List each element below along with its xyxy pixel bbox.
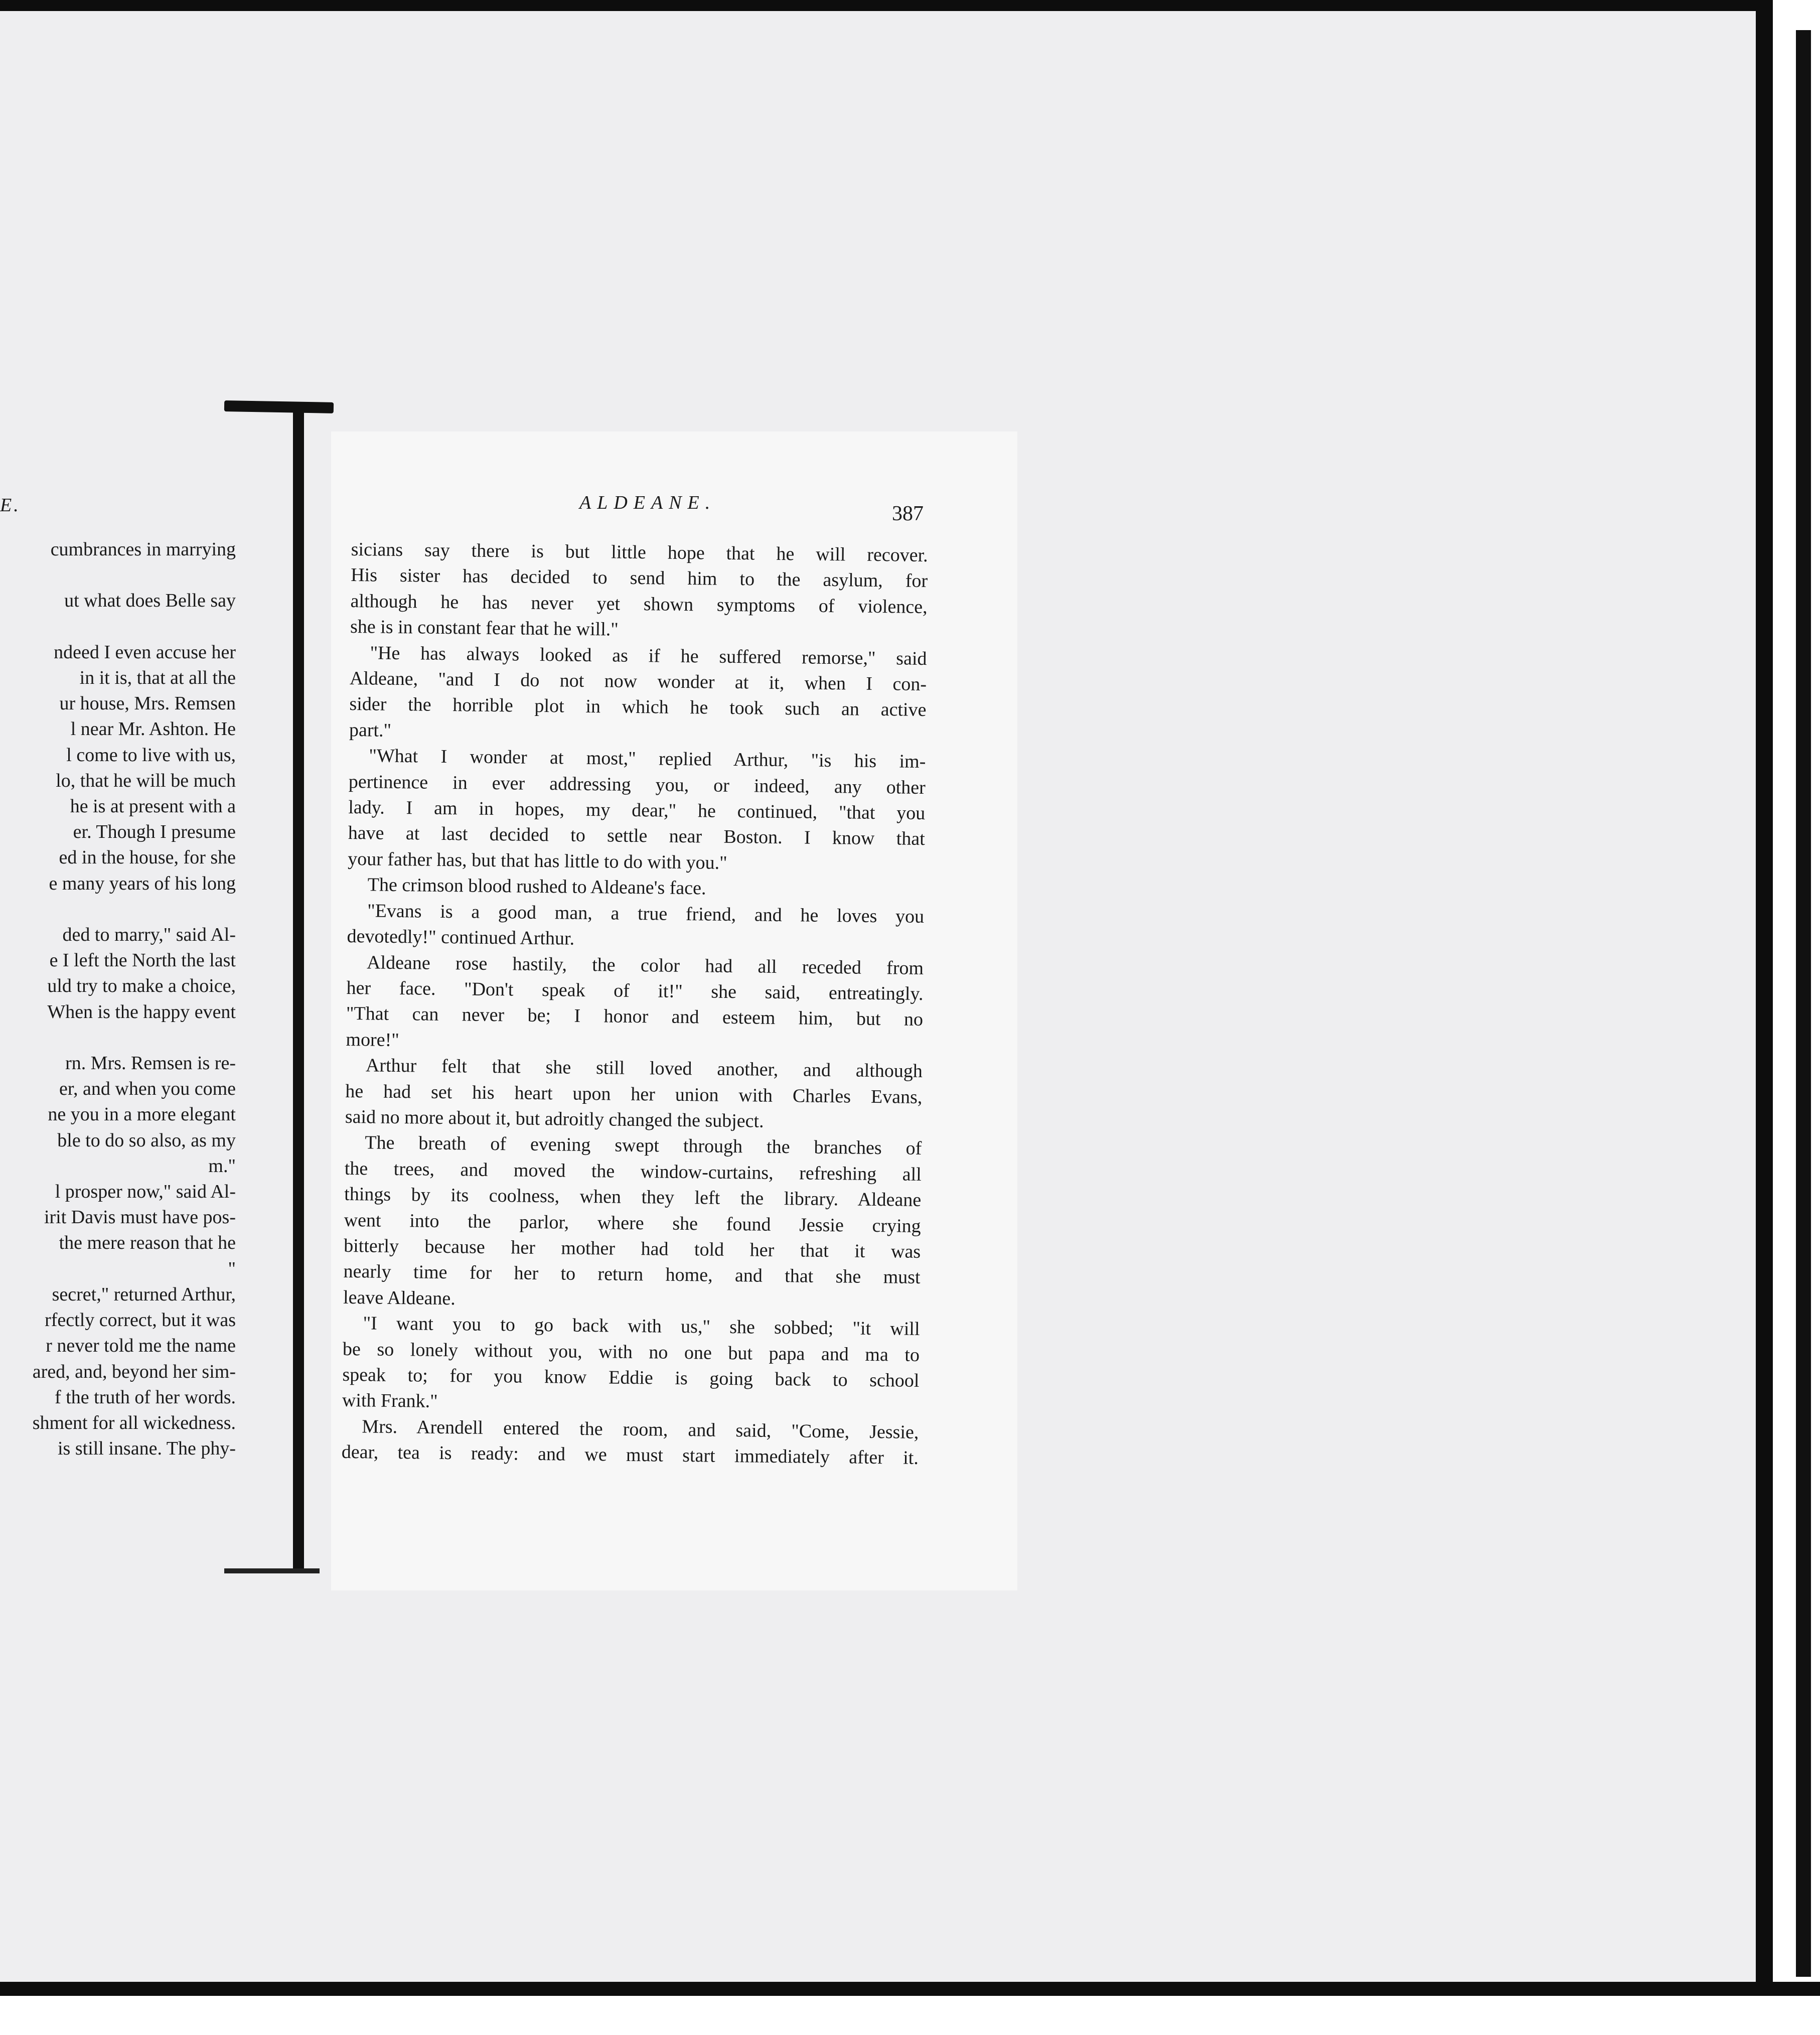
- gutter-clamp-top: [224, 400, 334, 413]
- left-page-line: rn. Mrs. Remsen is re-: [65, 1053, 236, 1074]
- text-line: with Frank.": [342, 1390, 438, 1412]
- left-page-line: [0, 1025, 236, 1051]
- left-page-line: f the truth of her words.: [55, 1386, 236, 1408]
- frame-border-bottom: [0, 1982, 1820, 1996]
- text-line: "Evans is a good man, a true friend, and he loves you: [367, 900, 925, 927]
- page-number: 387: [892, 502, 924, 525]
- left-page-line: er, and when you come: [59, 1078, 236, 1100]
- frame-border-top: [0, 0, 1771, 11]
- text-line: Aldeane, "and I do not now wonder at it, when I con-: [349, 668, 927, 695]
- left-page-line: rfectly correct, but it was: [45, 1310, 236, 1331]
- left-page-line: ": [228, 1258, 236, 1279]
- text-line: her face. "Don't speak of it!" she said, entreatingly.: [346, 977, 924, 1004]
- text-line: part.": [349, 719, 392, 741]
- left-page-line: e I left the North the last: [49, 950, 236, 971]
- text-line: went into the parlor, where she found Jessie crying: [344, 1209, 921, 1237]
- left-page-line: secret," returned Arthur,: [52, 1283, 236, 1305]
- text-line: sider the horrible plot in which he took such an active: [349, 693, 927, 721]
- left-page-line: ded to marry," said Al-: [62, 924, 236, 946]
- left-page-line: ne you in a more elegant: [48, 1104, 236, 1125]
- text-line: "What I wonder at most," replied Arthur, "is his im-: [369, 745, 926, 773]
- left-page-line: he is at present with a: [70, 796, 236, 817]
- left-running-head: E.: [0, 495, 21, 516]
- left-page-line: er. Though I presume: [73, 821, 236, 843]
- frame-border-right: [1756, 0, 1773, 1996]
- text-line: devotedly!" continued Arthur.: [347, 926, 575, 949]
- gutter-clamp-bottom: [224, 1568, 320, 1573]
- left-page-line: irit Davis must have pos-: [44, 1207, 236, 1228]
- text-line: be so lonely without you, with no one but papa and ma to: [342, 1338, 920, 1366]
- text-line: The crimson blood rushed to Aldeane's face.: [367, 874, 706, 899]
- text-line: "I want you to go back with us," she sobbed; "it will: [363, 1313, 920, 1340]
- text-line: things by its coolness, when they left the library. Aldeane: [344, 1184, 922, 1211]
- left-page-line: ndeed I even accuse her: [54, 641, 236, 663]
- frame-border-edge: [1796, 30, 1811, 1977]
- left-page-line: in it is, that at all the: [79, 667, 236, 689]
- text-line: she is in constant fear that he will.": [350, 616, 619, 640]
- text-line: nearly time for her to return home, and that she must: [343, 1261, 921, 1288]
- text-line: your father has, but that has little to do with you.": [348, 848, 727, 874]
- left-page-line: [0, 562, 236, 588]
- left-page-text: [0, 537, 236, 1462]
- text-line: "That can never be; I honor and esteem him, but no: [346, 1003, 924, 1031]
- text-line: said no more about it, but adroitly changed the subject.: [345, 1106, 764, 1132]
- left-page-line: ed in the house, for she: [59, 847, 236, 868]
- text-line: His sister has decided to send him to the asylum, for: [350, 564, 928, 592]
- text-line: lady. I am in hopes, my dear," he continued, "that you: [348, 797, 926, 824]
- left-page-line: r never told me the name: [46, 1335, 236, 1357]
- page-body-text: [342, 537, 928, 1472]
- text-line: Mrs. Arendell entered the room, and said, "Come, Jessie,: [362, 1416, 919, 1443]
- left-page-line: e many years of his long: [49, 873, 236, 894]
- running-head: ALDEANE.: [579, 492, 716, 513]
- text-line: Aldeane rose hastily, the color had all receded from: [366, 951, 924, 979]
- left-page-line: ared, and, beyond her sim-: [32, 1361, 236, 1382]
- left-page-line: the mere reason that he: [59, 1232, 236, 1254]
- text-line: "He has always looked as if he suffered remorse," said: [370, 642, 927, 669]
- left-page-line: uld try to make a choice,: [47, 975, 236, 997]
- left-page-line: lo, that he will be much: [56, 770, 236, 791]
- gutter-clamp-bar: [293, 409, 304, 1570]
- left-page-line: cumbrances in marrying: [50, 539, 236, 560]
- text-line: bitterly because her mother had told her that it was: [343, 1235, 921, 1262]
- text-line: leave Aldeane.: [343, 1286, 456, 1310]
- text-line: the trees, and moved the window-curtains, refreshing all: [344, 1157, 922, 1185]
- left-page-line: ble to do so also, as my: [57, 1129, 236, 1151]
- left-page-line: ut what does Belle say: [64, 590, 236, 612]
- left-page-line: l prosper now," said Al-: [55, 1181, 236, 1203]
- left-page-line: [0, 897, 236, 922]
- left-page-line: l come to live with us,: [66, 744, 236, 766]
- text-line: dear, tea is ready: and we must start immediately after it.: [341, 1441, 919, 1469]
- left-page-line: m.": [208, 1155, 236, 1177]
- left-page-line: shment for all wickedness.: [32, 1412, 236, 1433]
- text-line: although he has never yet shown symptoms of violence,: [350, 590, 928, 618]
- left-page-line: l near Mr. Ashton. He: [70, 718, 236, 740]
- text-line: sicians say there is but little hope that he will recover.: [351, 538, 928, 566]
- left-page-line: [0, 614, 236, 640]
- text-line: Arthur felt that she still loved another, and although: [365, 1055, 923, 1082]
- left-page-line: is still insane. The phy-: [58, 1438, 236, 1460]
- text-line: he had set his heart upon her union with Charles Evans,: [345, 1080, 923, 1108]
- left-page-line: When is the happy event: [47, 1001, 236, 1023]
- frame-border-gap: [1773, 20, 1779, 1977]
- left-page-line: ur house, Mrs. Remsen: [59, 693, 236, 714]
- text-line: The breath of evening swept through the branches of: [365, 1132, 922, 1159]
- text-line: pertinence in ever addressing you, or indeed, any other: [348, 771, 926, 798]
- text-line: more!": [346, 1029, 399, 1051]
- text-line: have at last decided to settle near Boston. I know that: [348, 822, 925, 850]
- text-line: speak to; for you know Eddie is going back to school: [342, 1364, 920, 1391]
